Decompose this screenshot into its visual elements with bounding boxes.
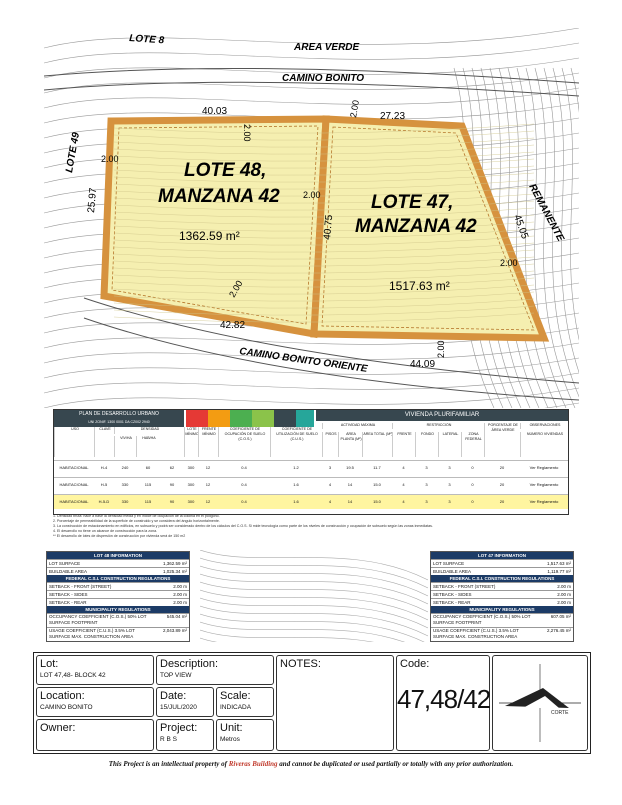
group-densidad: DENSIDAD	[114, 427, 185, 434]
lot-48-info-header: LOT 48 INFORMATION	[47, 552, 189, 559]
dim-bottom-48: 42.82	[220, 320, 246, 331]
dim-setback-6: 2.00	[227, 278, 245, 299]
contour-line	[508, 68, 548, 408]
zoning-cell: 15.0	[373, 499, 381, 504]
zoning-cell: 20	[499, 482, 505, 487]
zoning-cell: 4	[402, 499, 405, 504]
dim-right-47: 45.05	[511, 213, 531, 241]
title-block	[33, 652, 591, 754]
zoning-cell: 0	[471, 465, 474, 470]
zoning-cell: 0.4	[241, 499, 247, 504]
zoning-cell: 19.5	[346, 465, 354, 470]
lot-47-title-1: LOTE 47,	[371, 192, 454, 213]
col-area-planta: ÁREA PLANTA (M²)	[338, 432, 363, 457]
contour-line	[200, 582, 428, 612]
zoning-cell: HABITACIONAL	[59, 465, 89, 470]
label-area-verde: AREA VERDE	[294, 42, 360, 53]
owner-box: Owner:	[36, 719, 154, 751]
contour-line	[200, 566, 428, 596]
zone-color-green	[230, 410, 252, 427]
col-clave: CLAVE	[94, 427, 115, 457]
svg-text:CORTE: CORTE	[551, 710, 569, 716]
lot-48-title-2: MANZANA 42	[158, 186, 280, 207]
zone-color-lightgreen	[252, 410, 274, 427]
lot-47-cus: USAGE COEFFICIENT (C.U.S.) 3.5% LOT SURFACE MAX. CONSTRUCTION AREA 2,276.45 m²	[433, 628, 571, 639]
lot-48-setback-sides: SETBACK - SIDES 2.00 m	[49, 592, 187, 597]
zoning-cell: 62	[169, 465, 175, 470]
zoning-cell: 300	[187, 465, 195, 470]
zoning-cell: 330	[121, 499, 129, 504]
lot-48-regs-header: FEDERAL C.S.I. CONSTRUCTION REGULATIONS	[47, 575, 189, 582]
label-remanente: REMANENTE	[526, 182, 566, 244]
zoning-cell: HABITACIONAL	[59, 482, 89, 487]
lot-47-buildable: BUILDABLE AREA 1,119.77 m²	[433, 569, 571, 574]
zoning-cell: 300	[187, 499, 195, 504]
zoning-cell: 11.7	[373, 465, 381, 470]
zoning-notes: 1. Densidad bruta: hace a base la densidad media y en índice de ocupación de la colonia en el polígono. 2. Porcentaje de permeabilidad de la superficie de construido y se considera del ángulo horizontalmente. 3. La construcción de estacionamiento en edificios, en subsuelo y podrá ser considerado dentro de los cálculos del C.O.S. Si mide tecnología como parte de los niveles de construcción y ocupación de subsuelo según las zonas inmediatas. 4. El desarrollo no tiene un alcance de construcción para la zona. ** El desarrollo de lotes de dispersión de construcción por vivienda será de 150 m2	[53, 514, 433, 538]
zone-color-teal	[296, 410, 314, 427]
col-uso: USO	[54, 427, 95, 457]
zoning-cell: 4	[328, 499, 332, 504]
contour-line	[200, 622, 428, 642]
col-pisos: PISOS	[322, 432, 339, 457]
zoning-cell: 60	[145, 465, 151, 470]
lot-47-setback-rear: SETBACK - REAR 2.00 m	[433, 600, 571, 605]
zoning-cell: Ver Reglamento	[529, 465, 559, 470]
col-lateral: LATERAL	[438, 432, 462, 457]
label-lote-8: LOTE 8	[128, 33, 165, 47]
dim-setback-2: 2.00	[348, 99, 362, 119]
label-camino-bonito: CAMINO BONITO	[282, 73, 365, 84]
lot-48-cus: USAGE COEFFICIENT (C.U.S.) 3.5% LOT SURFACE MAX. CONSTRUCTION AREA 2,043.89 m²	[49, 628, 187, 639]
lot-48-setback-front: SETBACK - FRONT (STREET) 2.00 m	[49, 584, 187, 589]
lot-48-mun-header: MUNICIPALITY REGULATIONS	[47, 606, 189, 613]
zone-color-red	[186, 410, 208, 427]
lot-47-area: 1517.63 m²	[389, 279, 450, 293]
zoning-cell: 300	[187, 482, 195, 487]
col-area-verde: PORCENTAJE DE ÁREA VERDE	[484, 423, 521, 457]
zoning-cell: 3	[425, 482, 428, 487]
lot-47-regs-header: FEDERAL C.S.I. CONSTRUCTION REGULATIONS	[431, 575, 573, 582]
site-plan-map	[44, 28, 579, 408]
label-lote-49: LOTE 49	[64, 131, 83, 174]
col-cos: COEFICIENTE DE OCUPACIÓN DE SUELO (C.O.S.)	[218, 427, 271, 457]
col-fondo: FONDO	[415, 432, 439, 457]
zoning-cell: 1.6	[293, 482, 299, 487]
zoning-cell: 12	[205, 499, 211, 504]
lot-48-setback-rear: SETBACK - REAR 2.00 m	[49, 600, 187, 605]
brand-name: Riveras Building	[228, 760, 278, 768]
zoning-cell: 14	[347, 482, 353, 487]
zoning-row	[54, 494, 568, 509]
zoning-cell: 0	[471, 499, 474, 504]
scale-box: Scale: INDICADA	[216, 687, 274, 717]
lot-48-outline	[104, 119, 326, 334]
zoning-cell: 4	[402, 482, 405, 487]
date-box: Date: 15/JUL/2020	[156, 687, 214, 717]
group-restriccion: RESTRICCIÓN	[392, 423, 485, 429]
zoning-cell: 3	[425, 499, 428, 504]
location-box: Location: CAMINO BONITO	[36, 687, 154, 717]
unit-box: Unit: Metros	[216, 719, 274, 751]
col-frente-min: FRENTE MÍNIMO	[198, 427, 219, 457]
zoning-cell: Ver Reglamento	[529, 499, 559, 504]
zoning-cell: 240	[121, 465, 129, 470]
dim-setback-3: 2.00	[101, 154, 119, 164]
col-area-total: ÁREA TOTAL (M²)	[362, 432, 393, 457]
col-zona-federal: ZONA FEDERAL	[461, 432, 485, 457]
dim-setback-1: 2.00	[242, 124, 252, 142]
cross-section-contours	[200, 550, 428, 642]
zoning-cell: 1.2	[293, 465, 299, 470]
zone-color-orange	[208, 410, 230, 427]
lot-48-area: 1362.59 m²	[179, 229, 240, 243]
zoning-cell: H-5	[100, 482, 108, 487]
lot-48-surface: LOT SURFACE 1,362.59 m²	[49, 561, 187, 566]
contour-line	[44, 403, 579, 408]
dim-setback-4: 2.00	[303, 190, 321, 200]
lot-47-setback-sides: SETBACK - SIDES 2.00 m	[433, 592, 571, 597]
zoning-cell: 1.6	[293, 499, 299, 504]
zoning-cell: 0.4	[241, 465, 247, 470]
notes-box: NOTES:	[276, 655, 394, 751]
zoning-title: PLAN DE DESARROLLO URBANO UNI ZONIF. 1300 0001 DA CZ002 2940	[54, 410, 184, 427]
zoning-cell: 90	[169, 499, 175, 504]
contour-line	[200, 574, 428, 604]
zoning-cell: 3	[448, 465, 451, 470]
zoning-cell: Ver Reglamento	[529, 482, 559, 487]
zoning-cell: 15.0	[373, 482, 381, 487]
zoning-cell: 115	[144, 499, 152, 504]
zoning-row	[54, 460, 568, 475]
zoning-cell: 0	[471, 482, 474, 487]
lot-48-info-panel	[46, 551, 190, 642]
contour-line	[200, 630, 428, 642]
col-num-viviendas: NÚMERO VIVIENDAS	[520, 432, 569, 457]
col-cus: COEFICIENTE DE UTILIZACIÓN DE SUELO (C.U.S.)	[270, 427, 323, 457]
dim-setback-5: 2.00	[500, 258, 518, 268]
lot-48-buildable: BUILDABLE AREA 1,025.34 m²	[49, 569, 187, 574]
zoning-cell: 20	[499, 465, 505, 470]
zoning-cell: 3	[328, 465, 332, 470]
dim-left-48: 25.97	[86, 187, 100, 214]
project-box: Project: R B S	[156, 719, 214, 751]
contour-line	[200, 598, 428, 628]
lot-48-title-1: LOTE 48,	[184, 160, 267, 181]
zoning-cell: 4	[328, 482, 332, 487]
dim-mid: 40.75	[322, 214, 336, 241]
lot-47-setback-front: SETBACK - FRONT (STREET) 2.00 m	[433, 584, 571, 589]
zoning-cell: 3	[448, 482, 451, 487]
zoning-cell: 14	[347, 499, 353, 504]
col-habha: HAB/HA	[136, 436, 161, 457]
zone-color-dark	[274, 410, 296, 427]
copyright-footer: This Project is an intellectual property of Riveras Building and cannot be duplicated or used partially or totally with any prior authorization.	[108, 760, 514, 768]
logo-box	[492, 655, 588, 751]
code-box: Code: 47,48/42	[396, 655, 490, 751]
zoning-cell: 3	[425, 465, 428, 470]
col-frente: FRENTE	[392, 432, 416, 457]
zoning-cell: H-4	[100, 465, 108, 470]
lot-48-cos: OCCUPANCY COEFFICIENT (C.O.S.) 50% LOT SURFACE FOOTPRINT 545.04 m²	[49, 614, 187, 625]
dim-setback-7: 2.00	[436, 340, 446, 358]
contour-line	[200, 590, 428, 620]
contour-line	[200, 550, 428, 580]
lot-47-info-header: LOT 47 INFORMATION	[431, 552, 573, 559]
zoning-cell: 4	[402, 465, 405, 470]
zoning-cell: 20	[499, 499, 505, 504]
zoning-cell: 12	[205, 482, 211, 487]
dim-bottom-47: 44.09	[410, 359, 436, 370]
dim-top-47: 27.23	[380, 111, 406, 122]
zoning-cell: 3	[448, 499, 451, 504]
zoning-row	[54, 477, 568, 492]
group-observaciones: OBSERVACIONES	[520, 423, 569, 429]
zoning-cell: 12	[205, 465, 211, 470]
zoning-table	[53, 409, 569, 515]
label-camino-bonito-oriente: CAMINO BONITO ORIENTE	[238, 346, 369, 375]
col-lote-min: LOTE MÍNIMO	[184, 427, 199, 457]
code-value: 47,48/42	[397, 684, 491, 714]
col-vivha: VIV/HA	[114, 436, 137, 457]
zoning-cell: HABITACIONAL	[59, 499, 89, 504]
zoning-cell: 115	[144, 482, 152, 487]
zoning-cell: 330	[121, 482, 129, 487]
zoning-cell: H-5-D	[98, 499, 110, 504]
lot-47-cos: OCCUPANCY COEFFICIENT (C.O.S.) 50% LOT SURFACE FOOTPRINT 607.05 m²	[433, 614, 571, 625]
group-actividad: ACTIVIDAD MÁXIMA	[322, 423, 393, 429]
contour-line	[200, 606, 428, 636]
company-logo	[493, 656, 587, 750]
description-box: Description: TOP VIEW	[156, 655, 274, 685]
zoning-right-title: VIVIENDA PLURIFAMILIAR	[316, 410, 568, 421]
lot-box: Lot: LOT 47,48- BLOCK 42	[36, 655, 154, 685]
dim-top-48: 40.03	[202, 106, 228, 117]
lot-47-title-2: MANZANA 42	[355, 216, 477, 237]
zoning-cell: 0.4	[241, 482, 247, 487]
lot-47-surface: LOT SURFACE 1,517.63 m²	[433, 561, 571, 566]
zoning-cell: 90	[169, 482, 175, 487]
contour-line	[200, 558, 428, 588]
lot-47-info-panel	[430, 551, 574, 642]
lot-47-mun-header: MUNICIPALITY REGULATIONS	[431, 606, 573, 613]
